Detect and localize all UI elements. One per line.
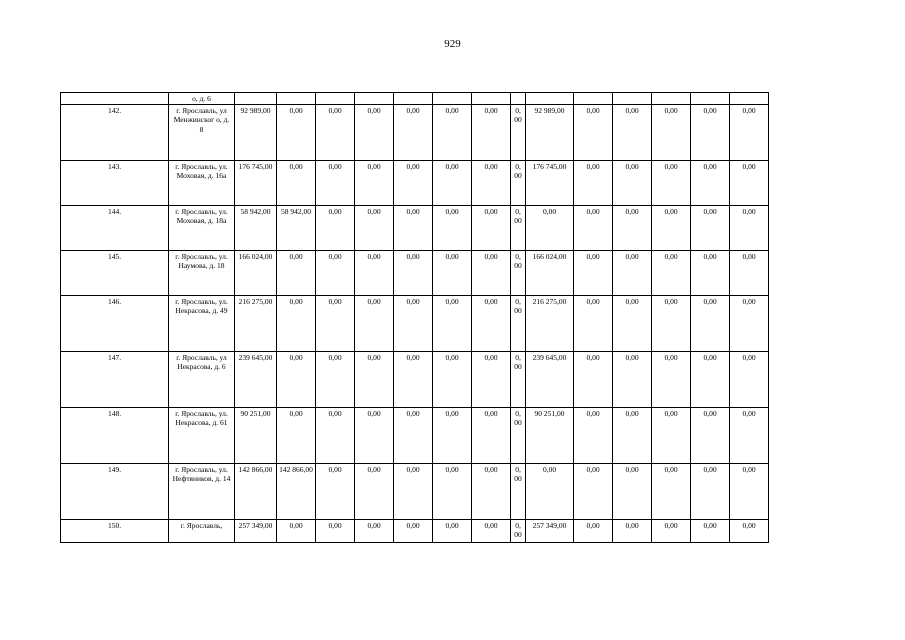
cell-total: 142 866,00 [235,463,277,519]
cell-empty [511,93,526,105]
cell-num: 149. [61,463,169,519]
cell-empty [235,93,277,105]
cell-empty [277,93,316,105]
cell-z5: 0,00 [730,519,769,542]
cell-z4: 0,00 [691,160,730,205]
cell-z1: 0,00 [574,407,613,463]
cell-empty [613,93,652,105]
table-row [61,250,769,295]
cell-c7: 0, 00 [511,205,526,250]
cell-c5: 0,00 [433,463,472,519]
cell-z3: 0,00 [652,295,691,351]
cell-z1: 0,00 [574,250,613,295]
cell-c4: 0,00 [394,104,433,160]
cell-z1: 0,00 [574,160,613,205]
cell-c2: 0,00 [316,351,355,407]
cell-c6: 0,00 [472,104,511,160]
cell-c4: 0,00 [394,295,433,351]
cell-c2: 0,00 [316,295,355,351]
cell-c3: 0,00 [355,104,394,160]
cell-z3: 0,00 [652,463,691,519]
cell-num: 145. [61,250,169,295]
cell-c3: 0,00 [355,463,394,519]
cell-c4: 0,00 [394,407,433,463]
cell-z4: 0,00 [691,295,730,351]
cell-empty [316,93,355,105]
cell-sum: 92 989,00 [526,104,574,160]
cell-c1: 58 942,00 [277,205,316,250]
cell-c7: 0, 00 [511,250,526,295]
cell-c1: 0,00 [277,250,316,295]
cell-c5: 0,00 [433,205,472,250]
cell-z3: 0,00 [652,407,691,463]
cell-z2: 0,00 [613,351,652,407]
cell-address: г. Ярославль, ул. Нефтяников, д. 14 [169,463,235,519]
cell-c3: 0,00 [355,351,394,407]
cell-z2: 0,00 [613,519,652,542]
cell-c5: 0,00 [433,104,472,160]
table-row [61,351,769,407]
cell-address: г. Ярославль, ул. Некрасова, д. 61 [169,407,235,463]
cell-c7: 0, 00 [511,351,526,407]
cell-c7: 0, 00 [511,407,526,463]
cell-z4: 0,00 [691,407,730,463]
cell-empty [355,93,394,105]
cell-c4: 0,00 [394,351,433,407]
cell-address: г. Ярославль, ул. Моховая, д. 18а [169,205,235,250]
table-row [61,160,769,205]
cell-num: 143. [61,160,169,205]
cell-c2: 0,00 [316,104,355,160]
cell-z3: 0,00 [652,351,691,407]
cell-total: 166 024,00 [235,250,277,295]
cell-num [61,93,169,105]
cell-z1: 0,00 [574,295,613,351]
data-table [60,92,769,543]
cell-c1: 0,00 [277,351,316,407]
cell-num: 146. [61,295,169,351]
cell-z3: 0,00 [652,250,691,295]
cell-c6: 0,00 [472,250,511,295]
cell-address: г. Ярославль, ул. Некрасова, д. 49 [169,295,235,351]
cell-num: 150. [61,519,169,542]
cell-num: 147. [61,351,169,407]
cell-address: г. Ярославль, ул Некрасова, д. 6 [169,351,235,407]
cell-empty [730,93,769,105]
cell-address: г. Ярославль, ул Менжинског о, д. 8 [169,104,235,160]
table-row [61,519,769,542]
cell-z5: 0,00 [730,463,769,519]
cell-c5: 0,00 [433,519,472,542]
cell-z5: 0,00 [730,407,769,463]
cell-c4: 0,00 [394,205,433,250]
cell-z2: 0,00 [613,250,652,295]
table-row-continuation [61,93,769,105]
cell-address: г. Ярославль, ул. Моховая, д. 16а [169,160,235,205]
cell-z2: 0,00 [613,160,652,205]
cell-sum: 176 745,00 [526,160,574,205]
cell-sum: 166 024,00 [526,250,574,295]
cell-z1: 0,00 [574,519,613,542]
cell-sum: 239 645,00 [526,351,574,407]
cell-total: 90 251,00 [235,407,277,463]
cell-z2: 0,00 [613,407,652,463]
cell-c1: 0,00 [277,160,316,205]
cell-z5: 0,00 [730,205,769,250]
cell-c6: 0,00 [472,519,511,542]
cell-total: 216 275,00 [235,295,277,351]
cell-c2: 0,00 [316,407,355,463]
cell-c1: 0,00 [277,519,316,542]
cell-c3: 0,00 [355,407,394,463]
cell-total: 92 989,00 [235,104,277,160]
cell-empty [472,93,511,105]
cell-z5: 0,00 [730,250,769,295]
cell-c5: 0,00 [433,295,472,351]
cell-c7: 0, 00 [511,519,526,542]
cell-c6: 0,00 [472,295,511,351]
cell-empty [526,93,574,105]
cell-empty [574,93,613,105]
cell-c7: 0, 00 [511,463,526,519]
cell-c1: 0,00 [277,104,316,160]
cell-c5: 0,00 [433,407,472,463]
table-row [61,295,769,351]
cell-c6: 0,00 [472,205,511,250]
cell-c3: 0,00 [355,250,394,295]
cell-total: 239 645,00 [235,351,277,407]
cell-sum: 0,00 [526,463,574,519]
table-row [61,407,769,463]
cell-c7: 0, 00 [511,104,526,160]
cell-empty [691,93,730,105]
cell-c5: 0,00 [433,160,472,205]
cell-total: 176 745,00 [235,160,277,205]
cell-z2: 0,00 [613,463,652,519]
cell-z4: 0,00 [691,104,730,160]
cell-z3: 0,00 [652,104,691,160]
cell-c6: 0,00 [472,407,511,463]
cell-z5: 0,00 [730,295,769,351]
cell-sum: 216 275,00 [526,295,574,351]
cell-c2: 0,00 [316,205,355,250]
cell-c4: 0,00 [394,160,433,205]
cell-z2: 0,00 [613,205,652,250]
cell-empty [433,93,472,105]
cell-sum: 90 251,00 [526,407,574,463]
cell-z1: 0,00 [574,205,613,250]
cell-c1: 0,00 [277,407,316,463]
cell-z5: 0,00 [730,104,769,160]
cell-total: 58 942,00 [235,205,277,250]
cell-c3: 0,00 [355,519,394,542]
cell-c2: 0,00 [316,160,355,205]
cell-address: г. Ярославль, [169,519,235,542]
cell-z1: 0,00 [574,351,613,407]
cell-c5: 0,00 [433,351,472,407]
cell-num: 142. [61,104,169,160]
cell-empty [394,93,433,105]
cell-z2: 0,00 [613,295,652,351]
cell-address: о, д. 6 [169,93,235,105]
table-row [61,205,769,250]
cell-c2: 0,00 [316,519,355,542]
cell-c2: 0,00 [316,463,355,519]
page-number: 929 [444,38,461,50]
cell-z2: 0,00 [613,104,652,160]
cell-c7: 0, 00 [511,295,526,351]
cell-c3: 0,00 [355,205,394,250]
cell-empty [652,93,691,105]
table-row [61,463,769,519]
cell-c1: 0,00 [277,295,316,351]
cell-c3: 0,00 [355,295,394,351]
cell-z3: 0,00 [652,519,691,542]
cell-c4: 0,00 [394,519,433,542]
cell-num: 144. [61,205,169,250]
cell-c2: 0,00 [316,250,355,295]
cell-sum: 0,00 [526,205,574,250]
cell-z5: 0,00 [730,160,769,205]
cell-z4: 0,00 [691,519,730,542]
cell-z4: 0,00 [691,250,730,295]
cell-address: г. Ярославль, ул. Наумова, д. 18 [169,250,235,295]
cell-c4: 0,00 [394,463,433,519]
cell-total: 257 349,00 [235,519,277,542]
cell-c6: 0,00 [472,351,511,407]
cell-c5: 0,00 [433,250,472,295]
cell-z4: 0,00 [691,463,730,519]
cell-sum: 257 349,00 [526,519,574,542]
cell-c7: 0, 00 [511,160,526,205]
table-row [61,104,769,160]
cell-c3: 0,00 [355,160,394,205]
cell-z4: 0,00 [691,205,730,250]
cell-z5: 0,00 [730,351,769,407]
cell-c6: 0,00 [472,160,511,205]
cell-c6: 0,00 [472,463,511,519]
cell-z3: 0,00 [652,160,691,205]
cell-c1: 142 866,00 [277,463,316,519]
cell-c4: 0,00 [394,250,433,295]
cell-z4: 0,00 [691,351,730,407]
cell-z1: 0,00 [574,463,613,519]
cell-num: 148. [61,407,169,463]
cell-z1: 0,00 [574,104,613,160]
cell-z3: 0,00 [652,205,691,250]
